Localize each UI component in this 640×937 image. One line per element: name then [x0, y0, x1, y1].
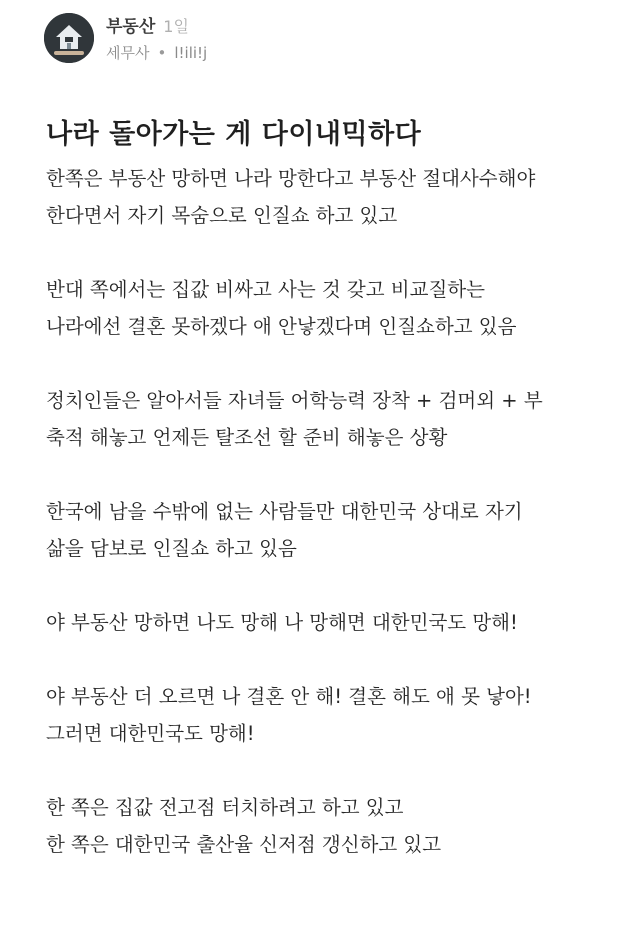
- avatar[interactable]: [44, 13, 94, 63]
- author-handle: l!ili!j: [174, 44, 208, 62]
- body-line: 반대 쪽에서는 집값 비싸고 사는 것 갖고 비교질하는: [46, 278, 485, 301]
- body-line: 한 쪽은 대한민국 출산율 신저점 갱신하고 있고: [46, 833, 442, 856]
- paragraph: [46, 493, 616, 567]
- body-line: 야 부동산 더 오르면 나 결혼 안 해! 결혼 해도 애 못 낳아!: [46, 685, 532, 708]
- body-line: 야 부동산 망하면 나도 망해 나 망해면 대한민국도 망해!: [46, 611, 518, 634]
- author-meta: [106, 42, 207, 63]
- house-avatar-icon: [44, 13, 94, 63]
- body-line: 그러면 대한민국도 망해!: [46, 722, 255, 745]
- body-line: 축적 해놓고 언제든 탈조선 할 준비 해놓은 상황: [46, 426, 448, 449]
- post-title: 나라 돌아가는 게 다이내믹하다: [46, 119, 422, 150]
- post-time: 1일: [163, 17, 189, 36]
- body-line: 삶을 담보로 인질쇼 하고 있음: [46, 537, 297, 560]
- author-line: [106, 12, 189, 37]
- body-line: 한쪽은 부동산 망하면 나라 망한다고 부동산 절대사수해야: [46, 167, 536, 190]
- paragraph: [46, 382, 616, 456]
- body-line: 한 쪽은 집값 전고점 터치하려고 하고 있고: [46, 796, 404, 819]
- body-line: 한국에 남을 수밖에 없는 사람들만 대한민국 상대로 자기: [46, 500, 523, 523]
- body-line: 나라에선 결혼 못하겠다 애 안낳겠다며 인질쇼하고 있음: [46, 315, 517, 338]
- paragraph: [46, 678, 616, 752]
- body-line: 한다면서 자기 목숨으로 인질쇼 하고 있고: [46, 204, 398, 227]
- paragraph: [46, 604, 616, 641]
- author-role: 세무사: [106, 44, 150, 62]
- paragraph: [46, 271, 616, 345]
- paragraph: [46, 160, 616, 234]
- post-header: [44, 10, 604, 66]
- meta-separator: •: [157, 44, 167, 62]
- post-body: [46, 160, 616, 900]
- body-line: 정치인들은 알아서들 자녀들 어학능력 장착 + 검머외 + 부: [46, 389, 543, 412]
- paragraph: [46, 789, 616, 863]
- author-name[interactable]: 부동산: [106, 17, 156, 37]
